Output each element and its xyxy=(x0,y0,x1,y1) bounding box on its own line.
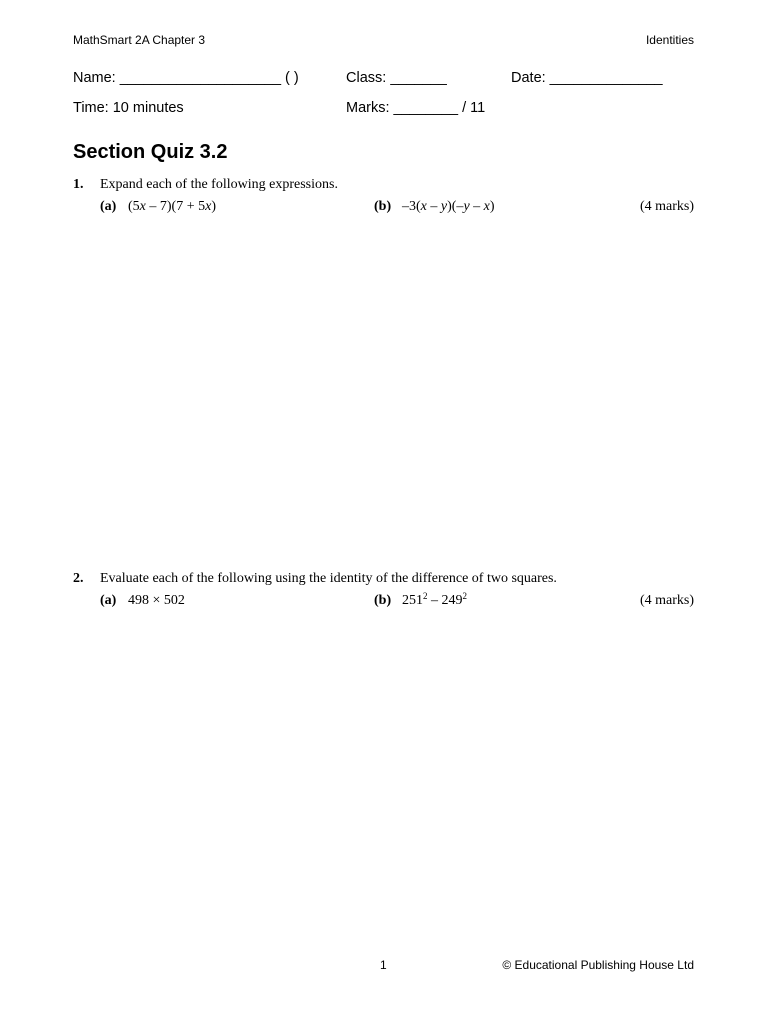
page-number: 1 xyxy=(380,958,387,972)
question-2a-label: (a) xyxy=(100,593,117,608)
question-1a-label: (a) xyxy=(100,199,117,214)
question-2b-expression: $251^2 - 249^2$ xyxy=(402,591,467,608)
page-title: Section Quiz 3.2 xyxy=(73,141,228,163)
question-1-marks: (4 marks) xyxy=(639,199,694,214)
class-field: Class: _______ xyxy=(346,70,447,86)
question-1-text: Expand each of the following expressions. xyxy=(100,177,338,192)
question-1-answer-space[interactable] xyxy=(73,222,694,562)
copyright-notice: © Educational Publishing House Ltd xyxy=(502,958,694,972)
header-book-chapter: MathSmart 2A Chapter 3 xyxy=(73,33,206,47)
question-2-marks: (4 marks) xyxy=(639,593,694,608)
date-field: Date: ______________ xyxy=(511,70,663,86)
question-2-text: Evaluate each of the following using the identity of the difference of two squares. xyxy=(100,571,557,586)
question-1a-expression: (5x – 7)(7 + 5x) xyxy=(128,199,217,214)
question-2a-expression: 498 × 502 xyxy=(128,593,185,608)
question-1-number: 1. xyxy=(73,177,84,192)
question-2-number: 2. xyxy=(73,571,84,586)
question-1b-label: (b) xyxy=(374,199,392,214)
header-topic: Identities xyxy=(645,33,694,47)
question-2b-label: (b) xyxy=(374,593,392,608)
question-2-answer-space[interactable] xyxy=(73,616,694,936)
time-field: Time: 10 minutes xyxy=(73,100,184,116)
question-1b-expression: –3(x – y)(–y – x) xyxy=(402,199,495,214)
marks-field: Marks: ________ / 11 xyxy=(346,100,486,116)
name-field: Name: ____________________ ( ) xyxy=(73,70,299,86)
